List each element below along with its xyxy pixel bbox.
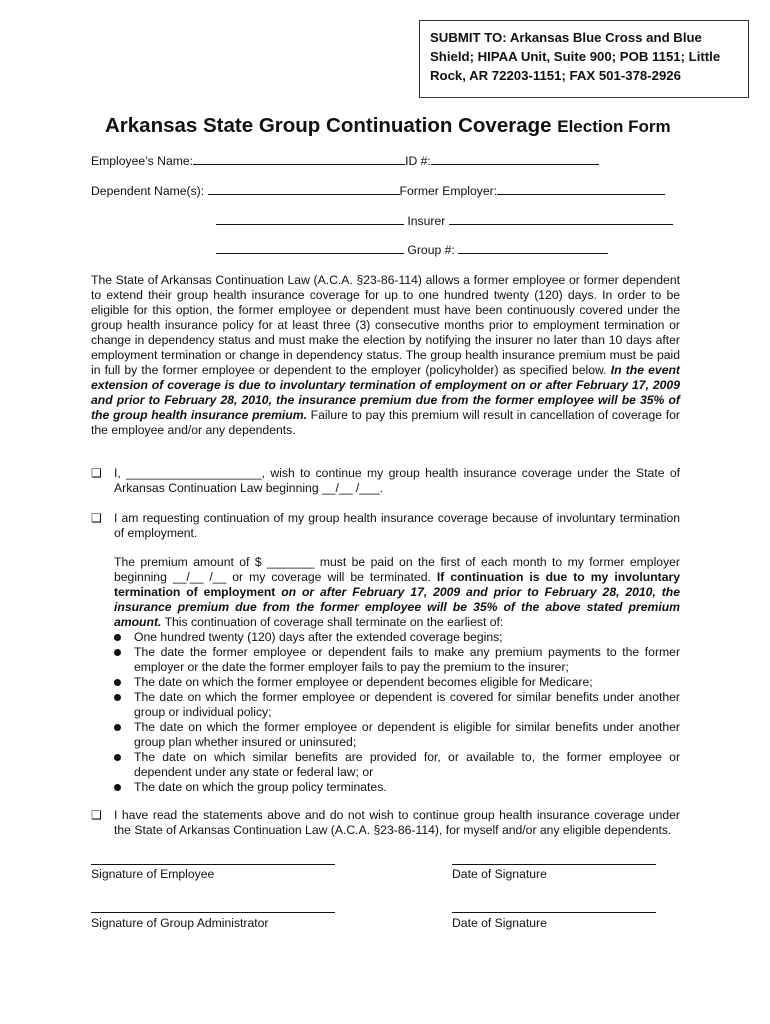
insurer-label: Insurer: [407, 214, 446, 228]
employee-signature-label: Signature of Employee: [91, 867, 215, 881]
premium-tail: This continuation of coverage shall terminate on the earliest of:: [164, 615, 504, 629]
bullet-icon: [114, 679, 121, 686]
employee-name-line[interactable]: [193, 154, 405, 165]
option1-text: [114, 466, 680, 496]
list-item: The date on which similar benefits are provided for, or available to, the former employee or dependent under any state or federal law; or: [114, 750, 680, 780]
premium-bold: If continuation is due to my involuntary termination of employment: [114, 570, 681, 599]
list-item: One hundred twenty (120) days after the extended coverage begins;: [114, 630, 680, 645]
id-label: ID #:: [405, 154, 431, 168]
list-item: The date on which the group policy terminates.: [114, 780, 680, 795]
title-main: Arkansas State Group Continuation Coverage: [105, 114, 552, 137]
list-item: The date on which the former employee or dependent is covered for similar benefits under another group or individual policy;: [114, 690, 680, 720]
page-title: [105, 114, 671, 138]
option3-text: [114, 808, 680, 838]
submit-to-box: [419, 20, 749, 98]
intro-tail: Failure to pay this premium will result in cancellation of coverage for the employee and/or any dependents.: [91, 408, 680, 437]
bullet-icon: [114, 694, 121, 701]
option1-checkbox-icon[interactable]: ❑: [91, 466, 102, 480]
list-item: The date on which the former employee or dependent is eligible for similar benefits under another group plan whether insured or uninsured;: [114, 720, 680, 750]
employee-signature-line[interactable]: [91, 864, 335, 865]
premium-emphasis: on or after February 17, 2009 and prior to February 28, 2010, the insurance premium due from the former employee will be 35% of the above stated premium amount.: [114, 585, 680, 629]
insurer-dependent-line[interactable]: [216, 214, 404, 225]
submit-to-text: SUBMIT TO: Arkansas Blue Cross and Blue Shield; HIPAA Unit, Suite 900; POB 1151; Little Rock, AR 72203-1151; FAX 501-378-2926: [430, 30, 721, 83]
dependent-names-line[interactable]: [208, 184, 400, 195]
id-line[interactable]: [431, 154, 599, 165]
bullet-icon: [114, 784, 121, 791]
option2-checkbox-icon[interactable]: ❑: [91, 511, 102, 525]
former-employer-line[interactable]: [497, 184, 665, 195]
group-field: [216, 243, 608, 257]
option3-checkbox-icon[interactable]: ❑: [91, 808, 102, 822]
option2-text: [114, 511, 680, 541]
premium-text: The premium amount of $ _______ must be paid on the first of each month to my former employer beginning __/__ /__ or my coverage will be terminated.: [114, 555, 680, 584]
insurer-line[interactable]: [449, 214, 673, 225]
bullet-icon: [114, 724, 121, 731]
date2-signature-line[interactable]: [452, 912, 656, 913]
date1-signature-line[interactable]: [452, 864, 656, 865]
title-sub: Election Form: [557, 117, 671, 136]
bullet-icon: [114, 634, 121, 641]
admin-signature-label: Signature of Group Administrator: [91, 916, 269, 930]
group-dependent-line[interactable]: [216, 243, 404, 254]
insurer-field: [216, 214, 673, 228]
group-label: Group #:: [407, 243, 455, 257]
option1-statement: I, ____________________, wish to continue my group health insurance coverage under the State of Arkansas Continuation Law beginning __/__ /___.: [114, 466, 680, 495]
dependent-names-label: Dependent Name(s):: [91, 184, 205, 198]
premium-paragraph: [114, 555, 680, 795]
admin-signature-line[interactable]: [91, 912, 335, 913]
list-item: The date on which the former employee or dependent becomes eligible for Medicare;: [114, 675, 680, 690]
termination-list: [114, 630, 680, 795]
intro-text: The State of Arkansas Continuation Law (A.C.A. §23-86-114) allows a former employee or former dependent to extend their group health insurance coverage for up to one hundred twenty (120) days. In order to be eligible for this option, the former employee or dependent must have been continuously covered under the group health insurance policy for at least three (3) consecutive months prior to employment termination or change in dependency status and must make the election by notifying the insurer no later than 10 days after employment termination or change in dependency status. The group health insurance premium must be paid in full by the former employee or dependent to the employer (policyholder) as specified below.: [91, 273, 680, 377]
date2-label: Date of Signature: [452, 916, 547, 930]
intro-emphasis: In the event extension of coverage is due to involuntary termination of employment on or after February 17, 2009 and prior to February 28, 2010, the insurance premium due from the former employee will be 35% of the group health insurance premium.: [91, 363, 680, 422]
bullet-icon: [114, 649, 121, 656]
intro-paragraph: [91, 273, 680, 438]
dependent-names-field: [91, 184, 665, 198]
group-line[interactable]: [458, 243, 608, 254]
option3-statement: I have read the statements above and do not wish to continue group health insurance coverage under the State of Arkansas Continuation Law (A.C.A. §23-86-114), for myself and/or any eligible dependents.: [114, 808, 680, 837]
employee-name-label: Employee’s Name:: [91, 154, 194, 168]
employee-name-field: [91, 154, 599, 168]
option2-statement: I am requesting continuation of my group health insurance coverage because of involuntary termination of employment.: [114, 511, 680, 540]
bullet-icon: [114, 754, 121, 761]
former-employer-label: Former Employer:: [399, 184, 498, 198]
list-item: The date the former employee or dependent fails to make any premium payments to the former employer or the date the former employer fails to pay the premium to the insurer;: [114, 645, 680, 675]
date1-label: Date of Signature: [452, 867, 547, 881]
